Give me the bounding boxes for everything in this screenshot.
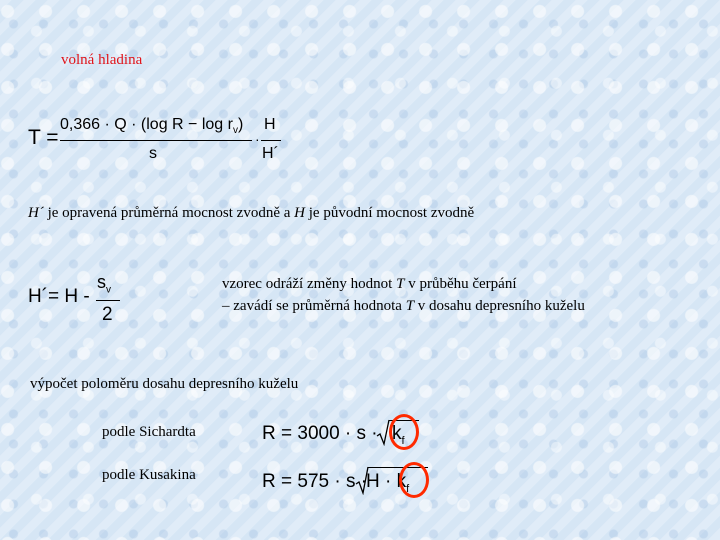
formula-t-fraction-bar: [60, 140, 252, 141]
formula-t-frac2-denominator: H´: [262, 145, 279, 162]
note-line-1: vzorec odráží změny hodnot T v průběhu čerpání: [222, 276, 517, 292]
formula-h-lhs: H´= H -: [28, 286, 90, 307]
section-title: výpočet poloměru dosahu depresního kuželu: [30, 376, 299, 392]
formula-h-fraction-bar: [96, 300, 120, 301]
sqrt-sign-icon: [376, 418, 390, 446]
method-formula-prefix: R = 575 · s ·: [262, 471, 368, 492]
formula-t-numerator: 0,366 · Q · (log $R - \log r_v$): [60, 116, 244, 137]
formula-t-denominator: s: [149, 145, 157, 162]
highlight-circle: [389, 414, 419, 450]
formula-t-lhs: T =: [28, 126, 59, 149]
method-formula-prefix: R = 3000 · s ·: [262, 423, 378, 444]
formula-h-numerator: $s_v$: [97, 272, 111, 296]
formula-t-dot: ·: [255, 131, 260, 147]
formula-t-frac2-numerator: H: [264, 116, 276, 133]
formula-t-frac2-bar: [261, 140, 281, 141]
sqrt-content: $k_f$: [392, 423, 405, 447]
highlight-circle: [399, 462, 429, 498]
method-label: podle Kusakina: [102, 467, 196, 483]
note-line-2: – zavádí se průměrná hodnota T v dosahu depresního kuželu: [222, 298, 585, 314]
formula-h-denominator: 2: [102, 304, 113, 325]
method-label: podle Sichardta: [102, 424, 196, 440]
sqrt-content: $H \cdot k_f$: [366, 471, 410, 495]
free-surface-label: volná hladina: [61, 52, 143, 68]
explanation-line: H´ je opravená průměrná mocnost zvodně a H je původní mocnost zvodně: [28, 205, 475, 221]
